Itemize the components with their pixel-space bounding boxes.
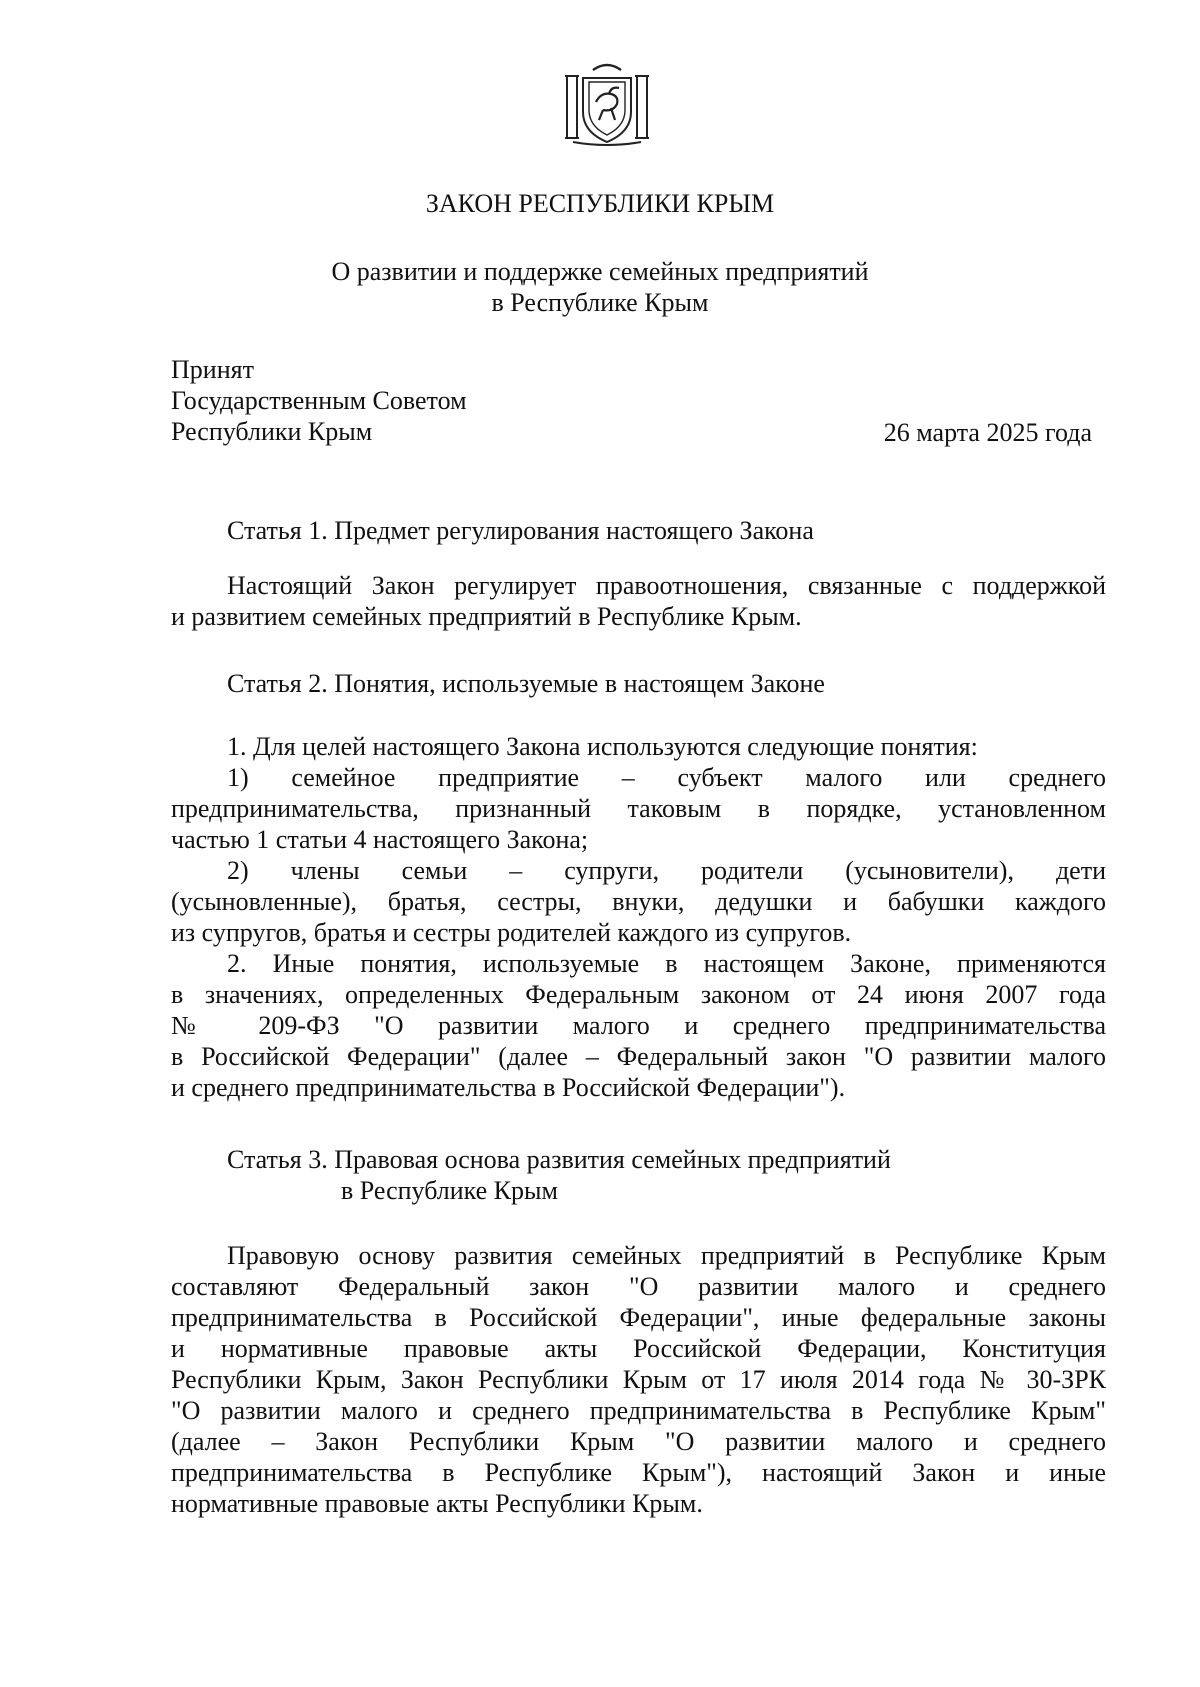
text-line: и развитием семейных предприятий в Республике Крым. <box>171 602 802 631</box>
definition-2-line: из супругов, братья и сестры родителей каждого из супругов. <box>171 918 852 947</box>
document-subtitle <box>0 256 1200 318</box>
text-line: нормативные правовые акты Республики Крым. <box>171 1489 703 1518</box>
heading-line: в Республике Крым <box>341 1176 558 1205</box>
text-line: Настоящий Закон регулирует правоотношения, связанные с поддержкой <box>227 571 1106 600</box>
document-title: ЗАКОН РЕСПУБЛИКИ КРЫМ <box>425 189 775 218</box>
adoption-block <box>171 354 467 447</box>
article-1-text <box>171 570 1106 632</box>
definition-1-line: частью 1 статьи 4 настоящего Закона; <box>171 825 589 854</box>
article-2-heading: Статья 2. Понятия, используемые в настоящем Законе <box>227 669 825 698</box>
text-line: № 209-ФЗ "О развитии малого и среднего предпринимательства <box>171 1011 1106 1040</box>
text-line: в Российской Федерации" (далее – Федеральный закон "О развитии малого <box>171 1042 1106 1071</box>
text-line: "О развитии малого и среднего предпринимательства в Республике Крым" <box>171 1396 1106 1425</box>
subtitle-line: в Республике Крым <box>491 288 709 317</box>
definition-2-line: 2) члены семьи – супруги, родители (усыновители), дети <box>227 856 1106 885</box>
definition-2-line: (усыновленные), братья, сестры, внуки, дедушки и бабушки каждого <box>171 887 1106 916</box>
text-line: предпринимательства в Российской Федерации", иные федеральные законы <box>171 1303 1106 1332</box>
text-line: и нормативные правовые акты Российской Федерации, Конституция <box>171 1334 1106 1363</box>
text-line: составляют Федеральный закон "О развитии малого и среднего <box>171 1272 1106 1301</box>
text-line: в значениях, определенных Федеральным законом от 24 июня 2007 года <box>171 980 1106 1009</box>
crimea-coat-of-arms-icon <box>563 62 651 146</box>
text-line: предпринимательства в Республике Крым"), настоящий Закон и иные <box>171 1458 1106 1487</box>
article-3-heading <box>227 1144 891 1206</box>
text-line: и среднего предпринимательства в Российской Федерации"). <box>171 1073 846 1102</box>
subtitle-line: О развитии и поддержке семейных предприятий <box>331 257 869 286</box>
adoption-line: Государственным Советом <box>171 386 467 415</box>
adoption-line: Принят <box>171 355 254 384</box>
definition-1-line: предпринимательства, признанный таковым в порядке, установленном <box>171 794 1106 823</box>
adoption-line: Республики Крым <box>171 417 373 446</box>
text-line: 1. Для целей настоящего Закона используются следующие понятия: <box>227 732 978 761</box>
article-2-text <box>171 731 1106 1103</box>
adoption-date: 26 марта 2025 года <box>883 418 1092 447</box>
text-line: 2. Иные понятия, используемые в настоящем Законе, применяются <box>227 949 1106 978</box>
text-line: Правовую основу развития семейных предприятий в Республике Крым <box>227 1241 1106 1270</box>
text-line: (далее – Закон Республики Крым "О развитии малого и среднего <box>171 1427 1106 1456</box>
article-1-heading: Статья 1. Предмет регулирования настоящего Закона <box>227 516 814 545</box>
heading-line: Статья 3. Правовая основа развития семейных предприятий <box>227 1145 891 1174</box>
definition-1-line: 1) семейное предприятие – субъект малого или среднего <box>227 763 1106 792</box>
text-line: Республики Крым, Закон Республики Крым от 17 июля 2014 года № 30-ЗРК <box>171 1365 1106 1394</box>
article-3-text <box>171 1240 1106 1519</box>
